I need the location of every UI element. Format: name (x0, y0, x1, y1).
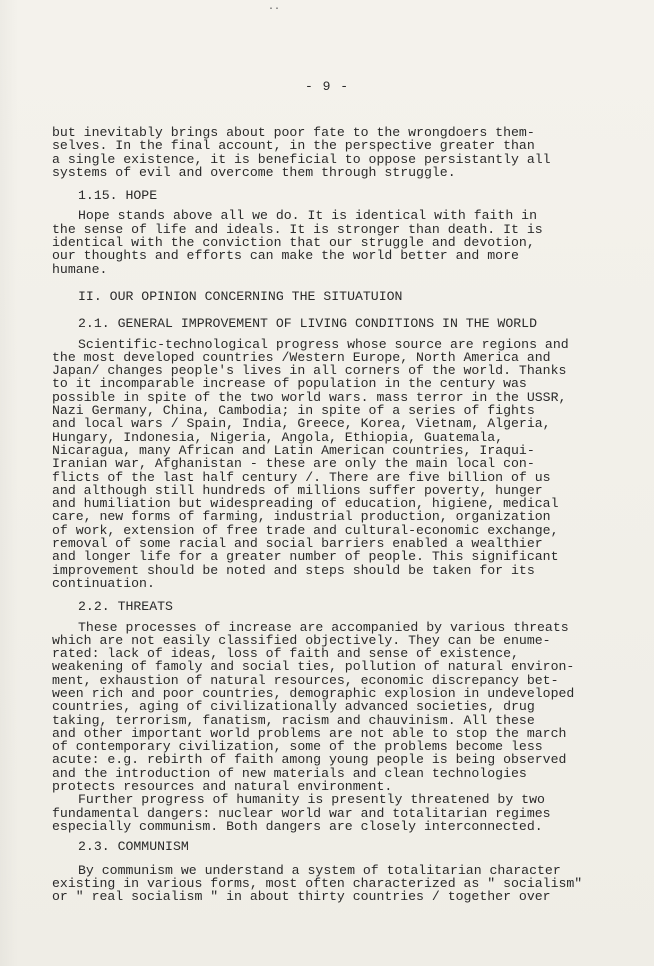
text-line: or " real socialism " in about thirty countries / together over (52, 889, 551, 905)
text-line: but inevitably brings about poor fate to the wrongdoers them- (52, 125, 535, 140)
text-line: acute: e.g. rebirth of faith among young people is being observed (52, 752, 567, 768)
text-line: Scientific-technological progress whose source are regions and (78, 336, 569, 352)
text-line: These processes of increase are accompanied by various threats (78, 619, 569, 635)
text-line: ment, exhaustion of natural resources, economic discrepancy bet- (52, 672, 559, 688)
text-line: Japan/ changes people's lives in all corners of the world. Thanks (52, 363, 567, 379)
text-line: identical with the conviction that our struggle and devotion, (52, 235, 535, 251)
text-line: improvement should be noted and steps should be taken for its (52, 562, 535, 578)
text-line: our thoughts and efforts can make the world better and more (52, 248, 519, 264)
text-line: the most developed countries /Western Europe, North America and (52, 349, 551, 365)
text-line: Nicaragua, many African and Latin American countries, Iraqui- (52, 442, 535, 458)
text-line: Nazi Germany, China, Cambodia; in spite of a series of fights (52, 403, 535, 419)
text-line: especially communism. Both dangers are closely interconnected. (52, 818, 543, 834)
text-line: Further progress of humanity is presently threatened by two (78, 792, 545, 808)
text-line: of contemporary civilization, some of the problems become less (52, 739, 543, 755)
text-line: which are not easily classified objectively. They can be enume- (52, 632, 551, 648)
section-heading-hope: 1.15. HOPE (78, 188, 158, 204)
intro-paragraph (52, 126, 642, 179)
text-line: and other important world problems are not able to stop the march (52, 725, 567, 741)
text-line: care, new forms of farming, industrial production, organization (52, 509, 551, 525)
text-line: continuation. (52, 575, 155, 591)
text-line: and the introduction of new materials and clean technologies (52, 765, 527, 781)
text-line: Hungary, Indonesia, Nigeria, Angola, Ethiopia, Guatemala, (52, 429, 504, 445)
text-line: existing in various forms, most often characterized as " socialism" (52, 875, 583, 891)
text-line: removal of some racial and social barriers enabled a wealthier (52, 536, 543, 552)
text-line: protects resources and natural environment. (52, 779, 393, 795)
hope-paragraph (52, 209, 642, 275)
text-line: rated: lack of ideas, loss of faith and sense of existence, (52, 646, 519, 662)
text-line: By communism we understand a system of totalitarian character (78, 862, 561, 878)
text-line: and humiliation but widespreading of education, higiene, medical (52, 496, 559, 512)
text-line: of work, extension of free trade and cultural-economic exchange, (52, 522, 559, 538)
text-line: Hope stands above all we do. It is identical with faith in (78, 208, 537, 224)
communism-paragraph (52, 864, 642, 904)
section-heading-threats: 2.2. THREATS (78, 599, 173, 615)
threats-paragraph (52, 621, 642, 834)
page-number: - 9 - (304, 79, 349, 94)
text-line: systems of evil and overcome them through struggle. (52, 164, 456, 180)
text-line: selves. In the final account, in the perspective greater than (52, 138, 535, 154)
text-line: countries, aging of civilizationally advanced societies, drug (52, 699, 535, 715)
text-line: and longer life for a greater number of people. This significant (52, 549, 559, 565)
text-line: taking, terrorism, fanatism, racism and chauvinism. All these (52, 712, 535, 728)
document-body (52, 126, 642, 903)
text-line: Iranian war, Afghanistan - these are only the main local con- (52, 456, 535, 472)
text-line: and local wars / Spain, India, Greece, Korea, Vietnam, Algeria, (52, 416, 551, 432)
improvement-paragraph (52, 338, 642, 591)
text-line: ween rich and poor countries, demographic explosion in undeveloped (52, 685, 575, 701)
section-heading-communism: 2.3. COMMUNISM (78, 839, 189, 855)
text-line: to it incomparable increase of population in the century was (52, 376, 527, 392)
text-line: the sense of life and ideals. It is stronger than death. It is (52, 221, 543, 237)
top-mark: .. (268, 2, 281, 13)
text-line: fundamental dangers: nuclear world war and totalitarian regimes (52, 805, 551, 821)
part-heading: II. OUR OPINION CONCERNING THE SITUATUION (78, 288, 403, 304)
text-line: flicts of the last half century /. There are five billion of us (52, 469, 551, 485)
text-line: and although still hundreds of millions suffer poverty, hunger (52, 482, 543, 498)
text-line: humane. (52, 261, 108, 277)
text-line: weakening of famoly and social ties, pollution of natural environ- (52, 659, 575, 675)
text-line: possible in spite of the two world wars. mass terror in the USSR, (52, 389, 567, 405)
text-line: a single existence, it is beneficial to oppose persistantly all (52, 151, 551, 167)
section-heading-improvement: 2.1. GENERAL IMPROVEMENT OF LIVING CONDITIONS IN THE WORLD (78, 316, 537, 332)
